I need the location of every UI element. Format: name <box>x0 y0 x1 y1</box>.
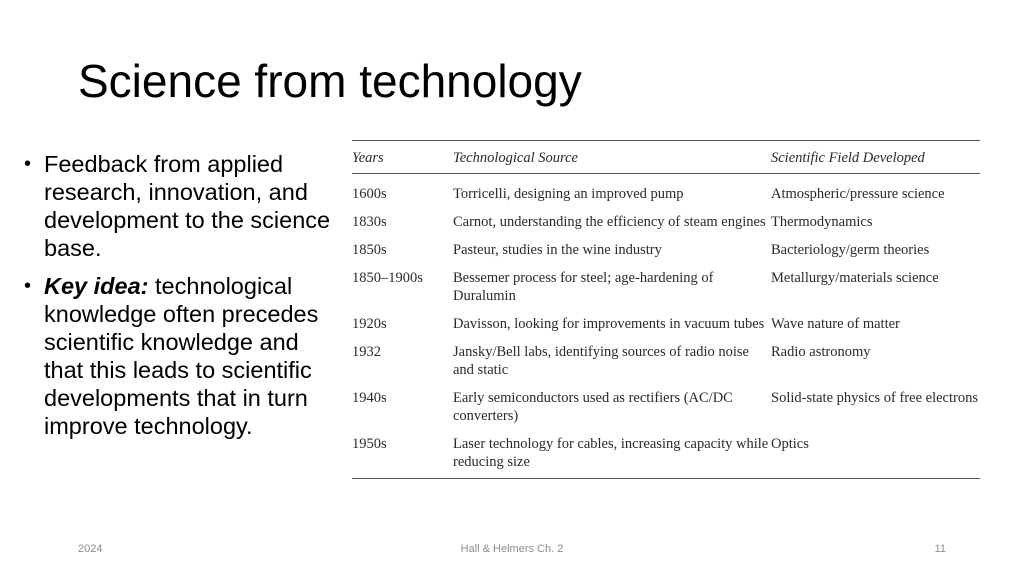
cell-field: Metallurgy/materials science <box>771 270 939 286</box>
cell-source: Early semiconductors used as rectifiers (AC/DC converters) <box>453 390 733 424</box>
bullet-item <box>24 272 334 440</box>
header-scientific-field: Scientific Field Developed <box>771 141 980 174</box>
cell-field: Wave nature of matter <box>771 316 900 332</box>
cell-field: Solid-state physics of free electrons <box>771 390 978 406</box>
cell-year: 1600s <box>352 186 387 202</box>
cell-source: Bessemer process for steel; age-hardening of Duralumin <box>453 270 714 304</box>
cell-source: Pasteur, studies in the wine industry <box>453 242 662 258</box>
table-row <box>352 264 980 310</box>
cell-year: 1850–1900s <box>352 270 423 286</box>
cell-source: Jansky/Bell labs, identifying sources of radio noise and static <box>453 344 749 378</box>
cell-year: 1850s <box>352 242 387 258</box>
table-row <box>352 208 980 236</box>
cell-year: 1940s <box>352 390 387 406</box>
table-row <box>352 310 980 338</box>
table-row <box>352 384 980 430</box>
cell-source: Torricelli, designing an improved pump <box>453 186 684 202</box>
bullet-text: Feedback from applied research, innovation, and development to the science base. <box>44 151 331 261</box>
cell-year: 1830s <box>352 214 387 230</box>
bullet-emphasis: Key idea: <box>44 273 149 299</box>
cell-field: Optics <box>771 436 809 452</box>
footer-page-number: 11 <box>934 543 946 555</box>
header-technological-source: Technological Source <box>453 141 771 174</box>
cell-field: Radio astronomy <box>771 344 871 360</box>
table-header-row <box>352 141 980 174</box>
cell-field: Atmospheric/pressure science <box>771 186 945 202</box>
footer-date: 2024 <box>78 543 103 555</box>
table-row <box>352 430 980 479</box>
cell-year: 1920s <box>352 316 387 332</box>
cell-source: Davisson, looking for improvements in vacuum tubes <box>453 316 765 332</box>
header-years: Years <box>352 141 453 174</box>
bullet-list <box>24 150 334 450</box>
table-row <box>352 338 980 384</box>
cell-field: Thermodynamics <box>771 214 873 230</box>
bullet-item <box>24 150 334 262</box>
footer-source: Hall & Helmers Ch. 2 <box>460 543 564 555</box>
cell-year: 1950s <box>352 436 387 452</box>
cell-source: Carnot, understanding the efficiency of steam engines <box>453 214 766 230</box>
slide-title: Science from technology <box>78 55 582 107</box>
cell-field: Bacteriology/germ theories <box>771 242 930 258</box>
table-row <box>352 174 980 209</box>
table-row <box>352 236 980 264</box>
cell-source: Laser technology for cables, increasing capacity while reducing size <box>453 436 769 470</box>
bullet-dot-icon: • <box>24 153 32 175</box>
bullet-text: technological knowledge often precedes scientific knowledge and that this leads to scientific developments that in turn improve technology. <box>44 273 319 439</box>
bullet-dot-icon: • <box>24 275 32 297</box>
technology-science-table <box>352 140 980 479</box>
cell-year: 1932 <box>352 344 381 360</box>
